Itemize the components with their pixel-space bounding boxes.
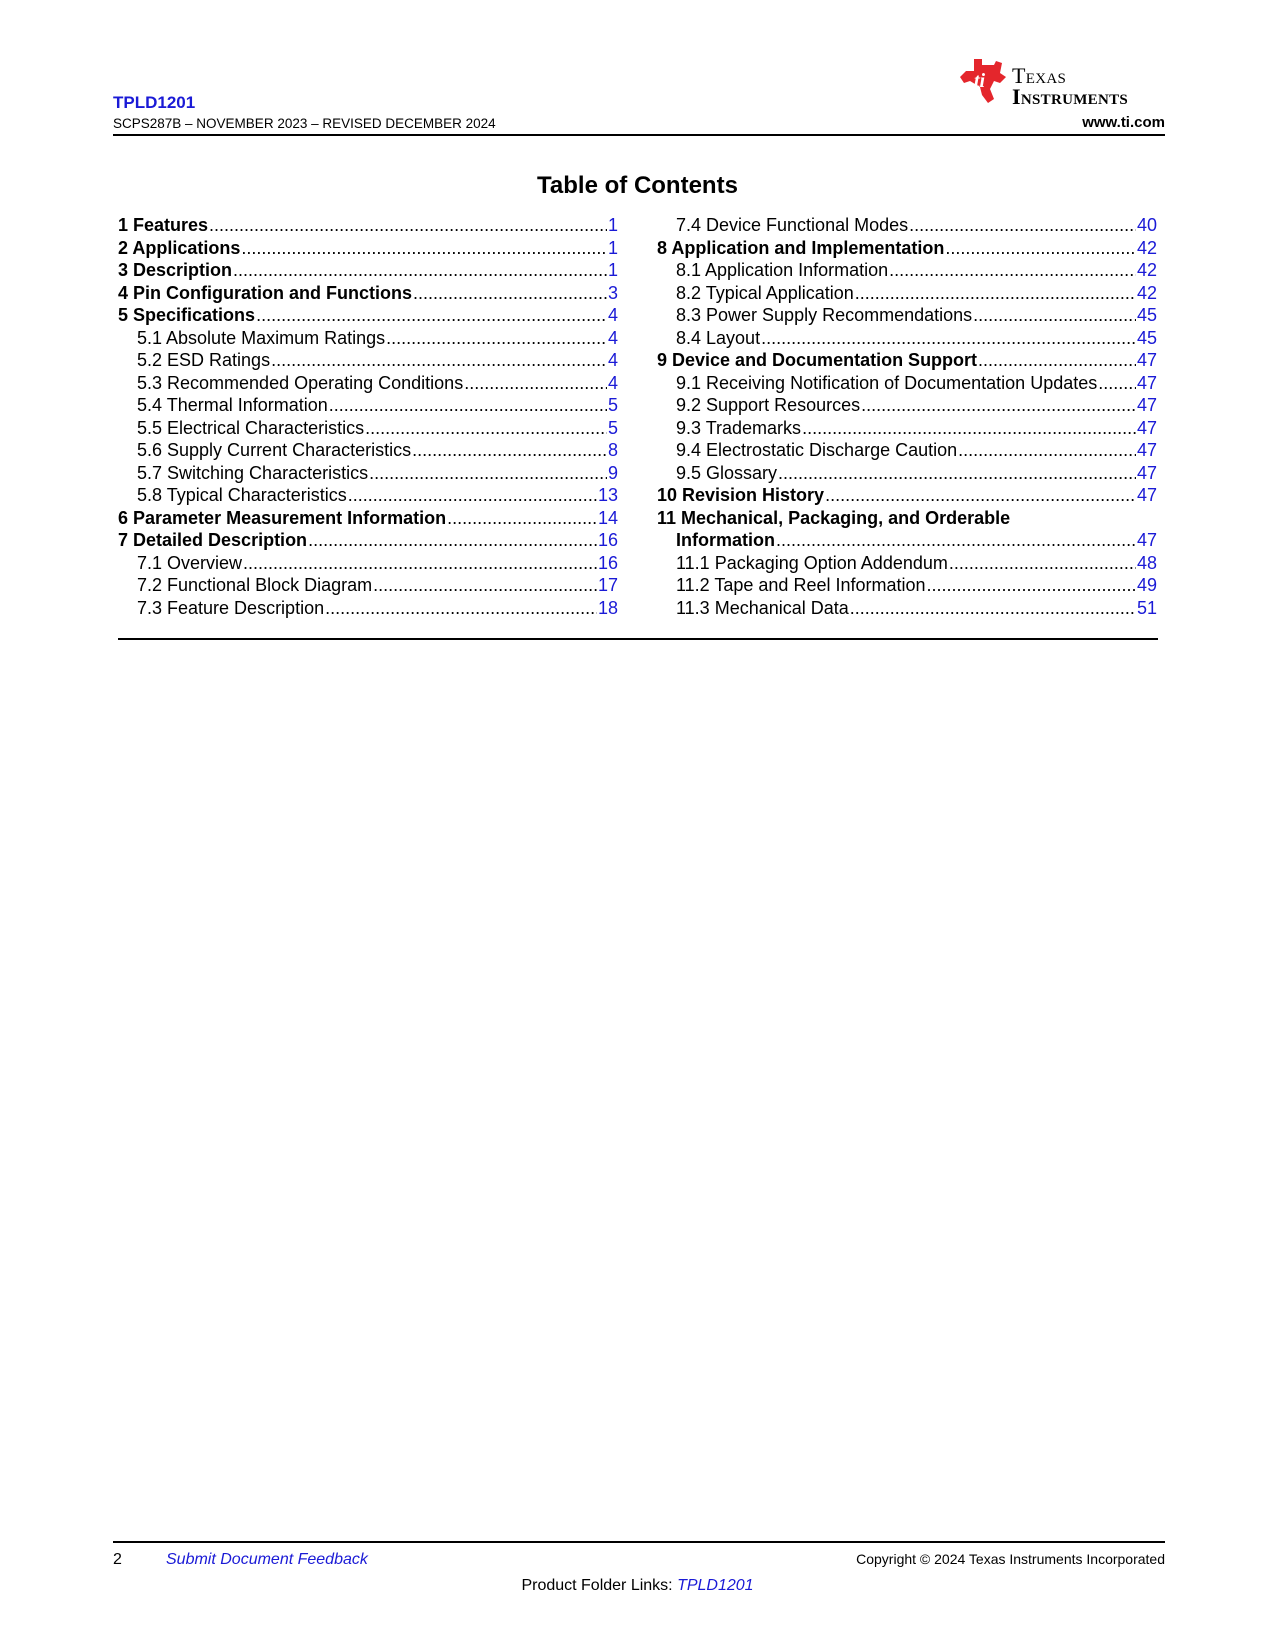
website-link[interactable]: www.ti.com [1082,114,1165,131]
toc-leader-dots [271,349,607,372]
toc-leader-dots [973,304,1136,327]
toc-entry-label[interactable]: 8.2 Typical Application [676,282,854,303]
toc-entry-page-link[interactable]: 18 [597,597,618,618]
toc-entry[interactable] [657,349,1157,372]
toc-entry-label[interactable]: 6 Parameter Measurement Information [118,507,447,528]
toc-entry[interactable] [118,462,618,485]
toc-entry[interactable] [118,372,618,395]
toc-entry-page-link[interactable]: 4 [607,305,618,325]
toc-entry-label[interactable]: 8.1 Application Information [676,260,889,280]
toc-entry[interactable] [657,439,1157,462]
toc-leader-dots [369,462,607,485]
toc-entry[interactable] [657,304,1157,327]
toc-leader-dots [949,552,1136,575]
toc-entry[interactable] [657,597,1157,620]
toc-entry-label[interactable]: 8 Application and Implementation [657,237,945,258]
toc-entry[interactable] [118,304,618,327]
toc-entry-label[interactable]: 5.7 Switching Characteristics [137,462,369,483]
toc-entry[interactable] [118,259,618,282]
toc-entry-label[interactable]: 11 Mechanical, Packaging, and Orderable [657,507,1011,528]
toc-entry-page-link[interactable]: 47 [1136,530,1157,550]
toc-entry-page-link[interactable]: 47 [1136,350,1157,370]
toc-entry[interactable] [118,394,618,417]
toc-entry[interactable] [657,237,1157,260]
toc-leader-dots [825,484,1136,507]
toc-leader-dots [927,574,1136,597]
toc-entry[interactable] [118,282,618,305]
toc-entry-page-link[interactable]: 1 [607,215,618,235]
toc-entry-page-link[interactable]: 4 [607,350,618,370]
logo-text-line1: Texas [1012,63,1067,88]
toc-entry-page-link[interactable]: 51 [1136,597,1157,618]
toc-leader-dots [365,417,607,440]
toc-entry-label[interactable]: 7.2 Functional Block Diagram [137,575,373,595]
toc-entry-page-link[interactable]: 42 [1136,260,1157,280]
toc-leader-dots [329,394,607,417]
toc-entry-page-link[interactable]: 48 [1136,552,1157,573]
toc-entry[interactable] [657,507,1157,530]
part-number-link[interactable]: TPLD1201 [113,93,196,112]
toc-entry-page-link[interactable]: 40 [1136,215,1157,235]
toc-entry[interactable] [657,282,1157,305]
toc-leader-dots [855,282,1136,305]
product-folder-links [0,1577,1275,1595]
toc-entry-label[interactable]: 10 Revision History [657,485,825,505]
toc-entry-label[interactable]: 7 Detailed Description [118,530,308,550]
toc-entry-label[interactable]: Information [676,530,775,550]
toc-entry-page-link[interactable]: 1 [607,260,618,280]
toc-entry-page-link[interactable]: 9 [607,462,618,483]
toc-entry-page-link[interactable]: 4 [607,372,618,393]
toc-entry-page-link[interactable]: 45 [1136,305,1157,325]
toc-entry[interactable] [657,259,1157,282]
toc-rule [118,638,1158,640]
toc-entry[interactable] [118,484,618,507]
toc-entry-label[interactable]: 5.1 Absolute Maximum Ratings [137,327,386,348]
toc-entry[interactable] [118,214,618,237]
toc-entry-label[interactable]: 9.3 Trademarks [676,417,802,438]
toc-leader-dots [209,214,607,237]
toc-entry-label[interactable]: 4 Pin Configuration and Functions [118,282,412,303]
toc-entry[interactable] [118,529,618,552]
toc-entry-label[interactable]: 7.4 Device Functional Modes [676,215,909,235]
product-folder-link[interactable]: TPLD1201 [677,1577,754,1594]
toc-entry-page-link[interactable]: 3 [607,282,618,303]
toc-leader-dots [978,349,1136,372]
toc-entry-label[interactable]: 5.5 Electrical Characteristics [137,417,365,438]
toc-entry-page-link[interactable]: 13 [597,485,618,505]
copyright-notice: Copyright © 2024 Texas Instruments Incorporated [856,1551,1165,1567]
toc-entry-label[interactable]: 3 Description [118,260,233,280]
toc-entry-page-link[interactable]: 16 [597,530,618,550]
toc-entry-page-link[interactable]: 47 [1136,462,1157,483]
toc-entry[interactable] [657,417,1157,440]
toc-leader-dots [233,259,607,282]
toc-entry-label[interactable]: 7.3 Feature Description [137,597,325,618]
toc-entry-label[interactable]: 9.4 Electrostatic Discharge Caution [676,440,958,460]
toc-leader-dots [348,484,597,507]
ti-logo [960,59,1165,111]
toc-entry[interactable] [118,349,618,372]
toc-entry-page-link[interactable]: 1 [607,237,618,258]
toc-leader-dots [464,372,607,395]
toc-column-right [657,214,1157,619]
document-id: SCPS287B – NOVEMBER 2023 – REVISED DECEMBER 2024 [113,116,496,131]
submit-feedback-link[interactable]: Submit Document Feedback [166,1551,368,1568]
toc-entry[interactable] [118,552,618,575]
toc-entry[interactable] [118,417,618,440]
toc-entry-label[interactable]: 11.1 Packaging Option Addendum [676,552,948,573]
ti-state-logo-icon [960,59,1008,105]
toc-entry[interactable] [118,237,618,260]
toc-leader-dots [386,327,607,350]
toc-leader-dots [325,597,597,620]
toc-entry[interactable] [118,574,618,597]
toc-leader-dots [945,237,1136,260]
toc-entry-page-link[interactable]: 47 [1136,372,1157,393]
toc-entry-label[interactable]: 11.2 Tape and Reel Information [676,575,926,595]
toc-leader-dots [243,552,597,575]
toc-entry-page-link[interactable]: 47 [1136,485,1157,505]
toc-entry[interactable] [657,552,1157,575]
toc-entry[interactable] [118,597,618,620]
toc-entry-page-link[interactable]: 47 [1136,417,1157,438]
toc-entry-page-link[interactable]: 42 [1136,282,1157,303]
toc-entry-page-link[interactable]: 4 [607,327,618,348]
toc-leader-dots [412,439,607,462]
toc-entry-label[interactable]: 9.2 Support Resources [676,395,861,415]
toc-entry-page-link[interactable]: 17 [597,575,618,595]
toc-leader-dots [1098,372,1136,395]
toc-entry-label[interactable]: 7.1 Overview [137,552,243,573]
toc-entry-page-link[interactable]: 5 [607,395,618,415]
toc-leader-dots [241,237,607,260]
toc-leader-dots [778,462,1136,485]
toc-entry-page-link[interactable]: 16 [597,552,618,573]
toc-leader-dots [308,529,597,552]
toc-entry-label[interactable]: 8.3 Power Supply Recommendations [676,305,973,325]
toc-entry-label[interactable]: 11.3 Mechanical Data [676,597,849,618]
toc-leader-dots [850,597,1136,620]
toc-entry[interactable] [118,507,618,530]
toc-entry[interactable] [657,327,1157,350]
toc-entry-label[interactable]: 9.5 Glossary [676,462,778,483]
toc-entry[interactable] [657,484,1157,507]
toc-leader-dots [761,327,1136,350]
logo-text-line2: Instruments [1012,84,1129,109]
toc-leader-dots [447,507,597,530]
toc-entry[interactable] [657,394,1157,417]
toc-entry-page-link[interactable]: 47 [1136,440,1157,460]
toc-entry-label[interactable]: 2 Applications [118,237,241,258]
header-rule [113,134,1165,136]
toc-leader-dots [776,529,1136,552]
toc-entry-page-link[interactable]: 49 [1136,575,1157,595]
toc-leader-dots [958,439,1136,462]
toc-entry-label[interactable]: 5.6 Supply Current Characteristics [137,440,412,460]
toc-entry-label[interactable]: 9 Device and Documentation Support [657,350,978,370]
toc-leader-dots [802,417,1136,440]
toc-entry[interactable] [657,574,1157,597]
toc-entry-label[interactable]: 5.3 Recommended Operating Conditions [137,372,464,393]
svg-text:ti: ti [974,70,986,92]
toc-leader-dots [373,574,597,597]
toc-entry-page-link[interactable]: 45 [1136,327,1157,348]
page-number: 2 [113,1551,122,1568]
toc-leader-dots [256,304,607,327]
toc-entry[interactable] [657,214,1157,237]
toc-entry[interactable] [118,439,618,462]
toc-entry[interactable] [657,462,1157,485]
toc-column-left [118,214,618,619]
toc-leader-dots [861,394,1136,417]
toc-entry-label[interactable]: 1 Features [118,215,209,235]
toc-entry-page-link[interactable]: 5 [607,417,618,438]
toc-entry-label[interactable]: 5.8 Typical Characteristics [137,485,347,505]
toc-entry-page-link[interactable]: 47 [1136,395,1157,415]
toc-entry-page-link[interactable]: 8 [607,440,618,460]
toc-leader-dots [413,282,607,305]
toc-leader-dots [909,214,1136,237]
toc-entry-label[interactable]: 5 Specifications [118,305,256,325]
toc-entry-page-link[interactable]: 42 [1136,237,1157,258]
toc-entry-label[interactable]: 5.4 Thermal Information [137,395,328,415]
toc-entry[interactable] [657,529,1157,552]
product-folder-label: Product Folder Links: [521,1577,678,1594]
toc-leader-dots [889,259,1136,282]
toc-title: Table of Contents [537,172,738,199]
toc-entry[interactable] [118,327,618,350]
toc-entry[interactable] [657,372,1157,395]
footer-rule [113,1541,1165,1543]
toc-entry-label[interactable]: 8.4 Layout [676,327,761,348]
toc-entry-label[interactable]: 5.2 ESD Ratings [137,350,271,370]
toc-entry-page-link[interactable]: 14 [597,507,618,528]
toc-entry-label[interactable]: 9.1 Receiving Notification of Documentation Updates [676,372,1098,393]
